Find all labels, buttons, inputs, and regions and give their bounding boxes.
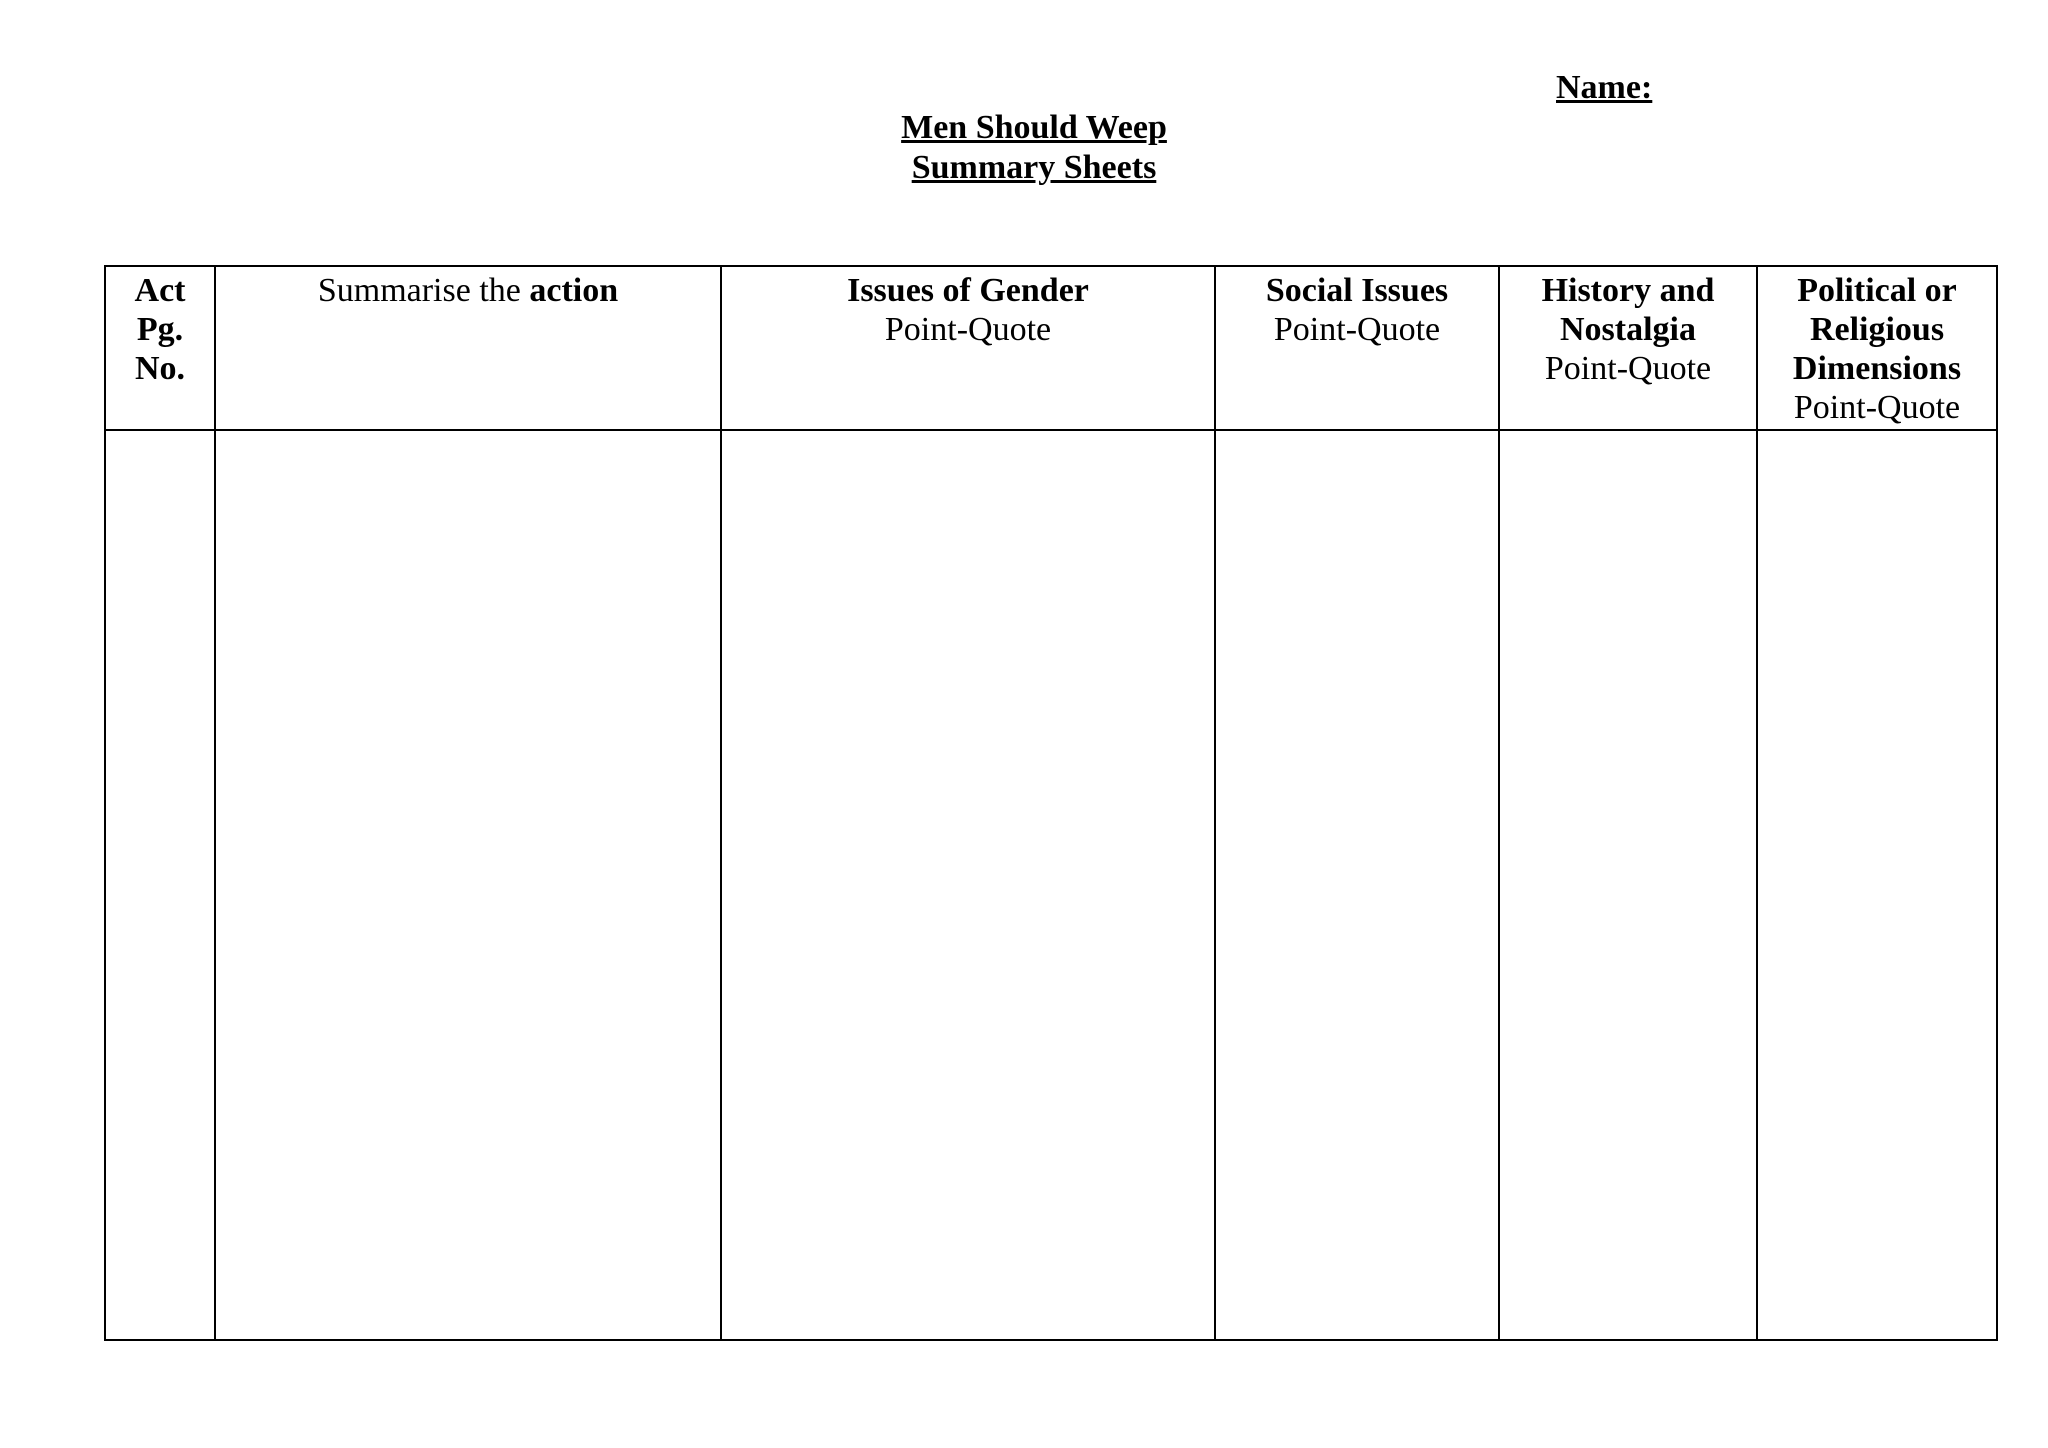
header-text: No. <box>134 350 186 387</box>
header-subtext: Point-Quote <box>1544 350 1712 387</box>
cell-summary[interactable] <box>215 430 721 1340</box>
header-subtext: Point-Quote <box>1273 311 1441 348</box>
summary-table <box>104 265 1998 1341</box>
cell-gender[interactable] <box>721 430 1215 1340</box>
header-political-religious <box>1757 266 1997 430</box>
header-text: Social Issues <box>1265 272 1449 309</box>
header-text-bold: action <box>529 272 619 309</box>
header-history-nostalgia <box>1499 266 1757 430</box>
header-text: Political or <box>1797 272 1957 309</box>
header-text: Issues of Gender <box>847 272 1089 309</box>
header-row <box>105 266 1997 430</box>
header-text: Act <box>134 272 186 309</box>
header-issues-of-gender <box>721 266 1215 430</box>
header-text: Dimensions <box>1792 350 1962 387</box>
title-line-1: Men Should Weep <box>901 109 1167 146</box>
document-title <box>0 108 2048 188</box>
header-text: Religious <box>1809 311 1945 348</box>
header-text: Pg. <box>136 311 184 348</box>
cell-social[interactable] <box>1215 430 1499 1340</box>
header-text: History and <box>1541 272 1715 309</box>
cell-political[interactable] <box>1757 430 1997 1340</box>
header-text: Summarise the <box>317 272 530 309</box>
header-subtext: Point-Quote <box>884 311 1052 348</box>
cell-act-pg-no[interactable] <box>105 430 215 1340</box>
header-social-issues <box>1215 266 1499 430</box>
header-summarise-action <box>215 266 721 430</box>
cell-history[interactable] <box>1499 430 1757 1340</box>
header-text: Nostalgia <box>1560 311 1696 348</box>
title-line-2: Summary Sheets <box>911 149 1157 186</box>
table-row <box>105 430 1997 1340</box>
header-subtext: Point-Quote <box>1793 389 1961 426</box>
header-act-pg-no <box>105 266 215 430</box>
name-label: Name: <box>1556 69 1653 106</box>
